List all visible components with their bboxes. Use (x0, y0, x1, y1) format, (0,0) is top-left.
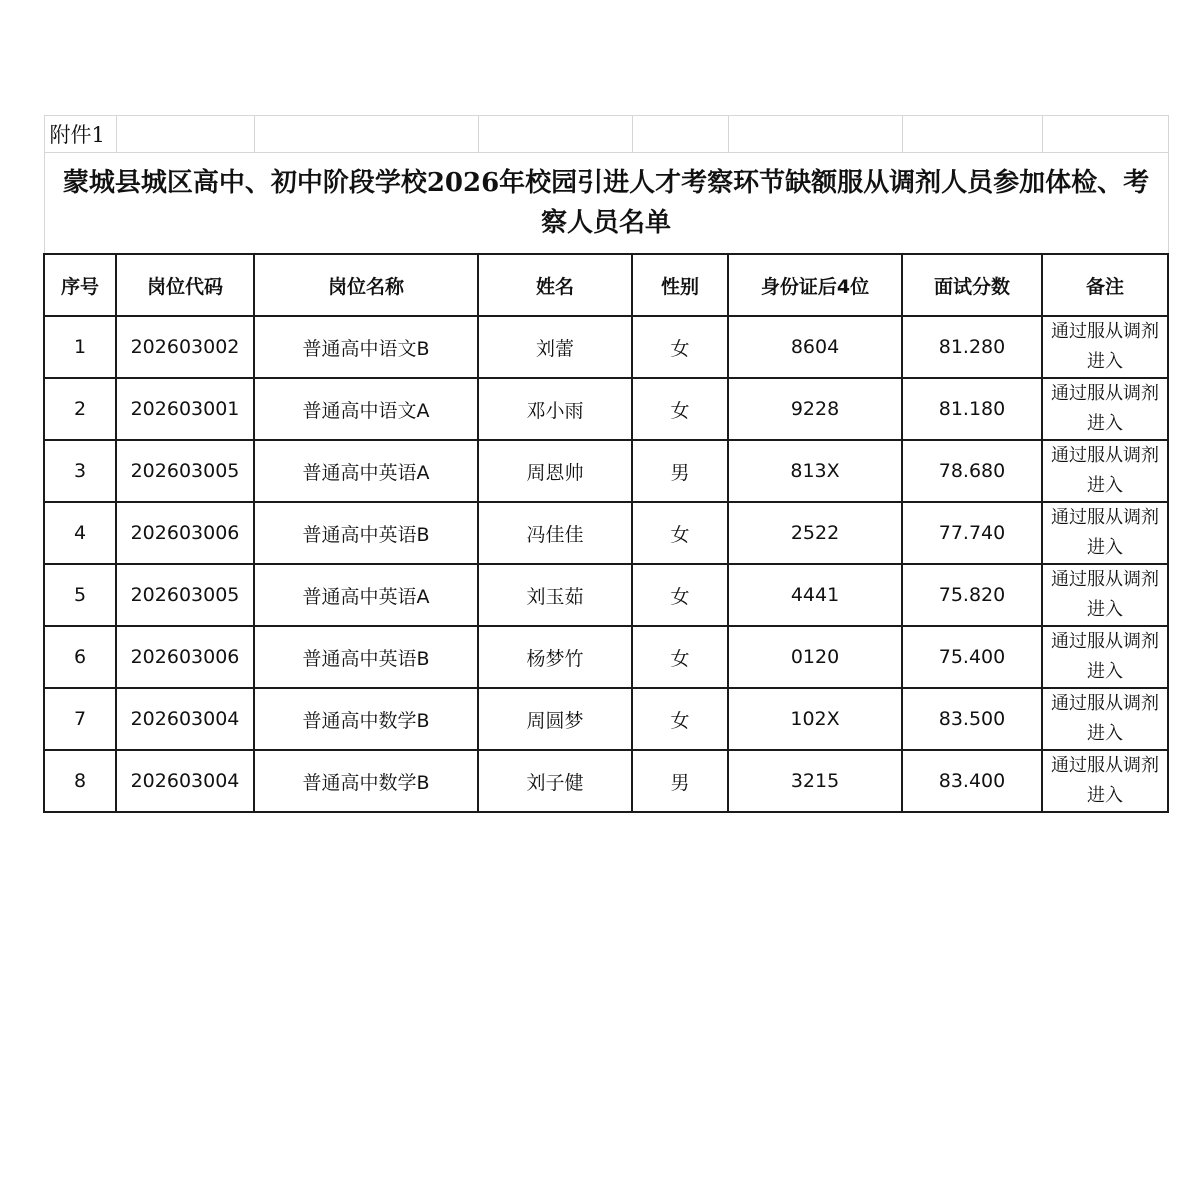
header-gender: 性别 (632, 254, 728, 316)
cell-position-name: 普通高中英语A (254, 440, 478, 502)
cell-interview-score: 75.820 (902, 564, 1042, 626)
attachment-label: 附件1 (44, 116, 116, 153)
cell-name: 刘子健 (478, 750, 632, 812)
cell-serial: 6 (44, 626, 116, 688)
cell-gender: 男 (632, 750, 728, 812)
cell-gender: 男 (632, 440, 728, 502)
cell-position-code: 202603004 (116, 750, 254, 812)
cell-serial: 8 (44, 750, 116, 812)
cell-position-code: 202603005 (116, 564, 254, 626)
cell-remark: 通过服从调剂进入 (1042, 502, 1168, 564)
header-name: 姓名 (478, 254, 632, 316)
cell-remark: 通过服从调剂进入 (1042, 688, 1168, 750)
header-id-last4: 身份证后4位 (728, 254, 902, 316)
cell-position-code: 202603002 (116, 316, 254, 378)
cell-name: 周圆梦 (478, 688, 632, 750)
empty-cell (902, 116, 1042, 153)
table-row (44, 564, 1168, 626)
cell-gender: 女 (632, 626, 728, 688)
cell-position-name: 普通高中语文A (254, 378, 478, 440)
cell-serial: 3 (44, 440, 116, 502)
cell-interview-score: 78.680 (902, 440, 1042, 502)
cell-id-last4: 102X (728, 688, 902, 750)
cell-position-code: 202603006 (116, 502, 254, 564)
document-sheet (43, 115, 1167, 813)
cell-name: 冯佳佳 (478, 502, 632, 564)
cell-interview-score: 81.280 (902, 316, 1042, 378)
cell-interview-score: 75.400 (902, 626, 1042, 688)
cell-gender: 女 (632, 502, 728, 564)
cell-name: 杨梦竹 (478, 626, 632, 688)
cell-id-last4: 8604 (728, 316, 902, 378)
table-row (44, 440, 1168, 502)
table-row (44, 626, 1168, 688)
header-interview-score: 面试分数 (902, 254, 1042, 316)
cell-gender: 女 (632, 378, 728, 440)
cell-name: 刘蕾 (478, 316, 632, 378)
cell-gender: 女 (632, 564, 728, 626)
cell-gender: 女 (632, 688, 728, 750)
cell-interview-score: 77.740 (902, 502, 1042, 564)
cell-id-last4: 2522 (728, 502, 902, 564)
cell-position-name: 普通高中数学B (254, 688, 478, 750)
cell-position-name: 普通高中英语B (254, 502, 478, 564)
table-row (44, 750, 1168, 812)
cell-name: 周恩帅 (478, 440, 632, 502)
cell-id-last4: 0120 (728, 626, 902, 688)
cell-gender: 女 (632, 316, 728, 378)
cell-remark: 通过服从调剂进入 (1042, 440, 1168, 502)
empty-cell (728, 116, 902, 153)
table-header-row (44, 254, 1168, 316)
cell-serial: 1 (44, 316, 116, 378)
personnel-table (43, 115, 1169, 813)
empty-cell (254, 116, 478, 153)
cell-interview-score: 81.180 (902, 378, 1042, 440)
cell-remark: 通过服从调剂进入 (1042, 626, 1168, 688)
header-position-name: 岗位名称 (254, 254, 478, 316)
cell-serial: 2 (44, 378, 116, 440)
cell-id-last4: 813X (728, 440, 902, 502)
cell-remark: 通过服从调剂进入 (1042, 750, 1168, 812)
cell-position-name: 普通高中语文B (254, 316, 478, 378)
cell-id-last4: 9228 (728, 378, 902, 440)
empty-cell (1042, 116, 1168, 153)
cell-position-code: 202603001 (116, 378, 254, 440)
cell-position-code: 202603004 (116, 688, 254, 750)
cell-interview-score: 83.500 (902, 688, 1042, 750)
table-row (44, 316, 1168, 378)
cell-remark: 通过服从调剂进入 (1042, 316, 1168, 378)
document-title: 蒙城县城区高中、初中阶段学校2026年校园引进人才考察环节缺额服从调剂人员参加体检、考察人员名单 (44, 153, 1168, 255)
cell-position-code: 202603006 (116, 626, 254, 688)
table-row (44, 688, 1168, 750)
empty-cell (116, 116, 254, 153)
attachment-row (44, 116, 1168, 153)
cell-position-name: 普通高中数学B (254, 750, 478, 812)
cell-remark: 通过服从调剂进入 (1042, 564, 1168, 626)
empty-cell (478, 116, 632, 153)
empty-cell (632, 116, 728, 153)
cell-id-last4: 4441 (728, 564, 902, 626)
header-serial: 序号 (44, 254, 116, 316)
table-row (44, 378, 1168, 440)
cell-name: 刘玉茹 (478, 564, 632, 626)
header-remark: 备注 (1042, 254, 1168, 316)
cell-position-name: 普通高中英语A (254, 564, 478, 626)
cell-serial: 5 (44, 564, 116, 626)
cell-serial: 7 (44, 688, 116, 750)
cell-interview-score: 83.400 (902, 750, 1042, 812)
table-row (44, 502, 1168, 564)
cell-position-name: 普通高中英语B (254, 626, 478, 688)
cell-remark: 通过服从调剂进入 (1042, 378, 1168, 440)
header-position-code: 岗位代码 (116, 254, 254, 316)
cell-id-last4: 3215 (728, 750, 902, 812)
cell-position-code: 202603005 (116, 440, 254, 502)
cell-serial: 4 (44, 502, 116, 564)
cell-name: 邓小雨 (478, 378, 632, 440)
title-row (44, 153, 1168, 255)
